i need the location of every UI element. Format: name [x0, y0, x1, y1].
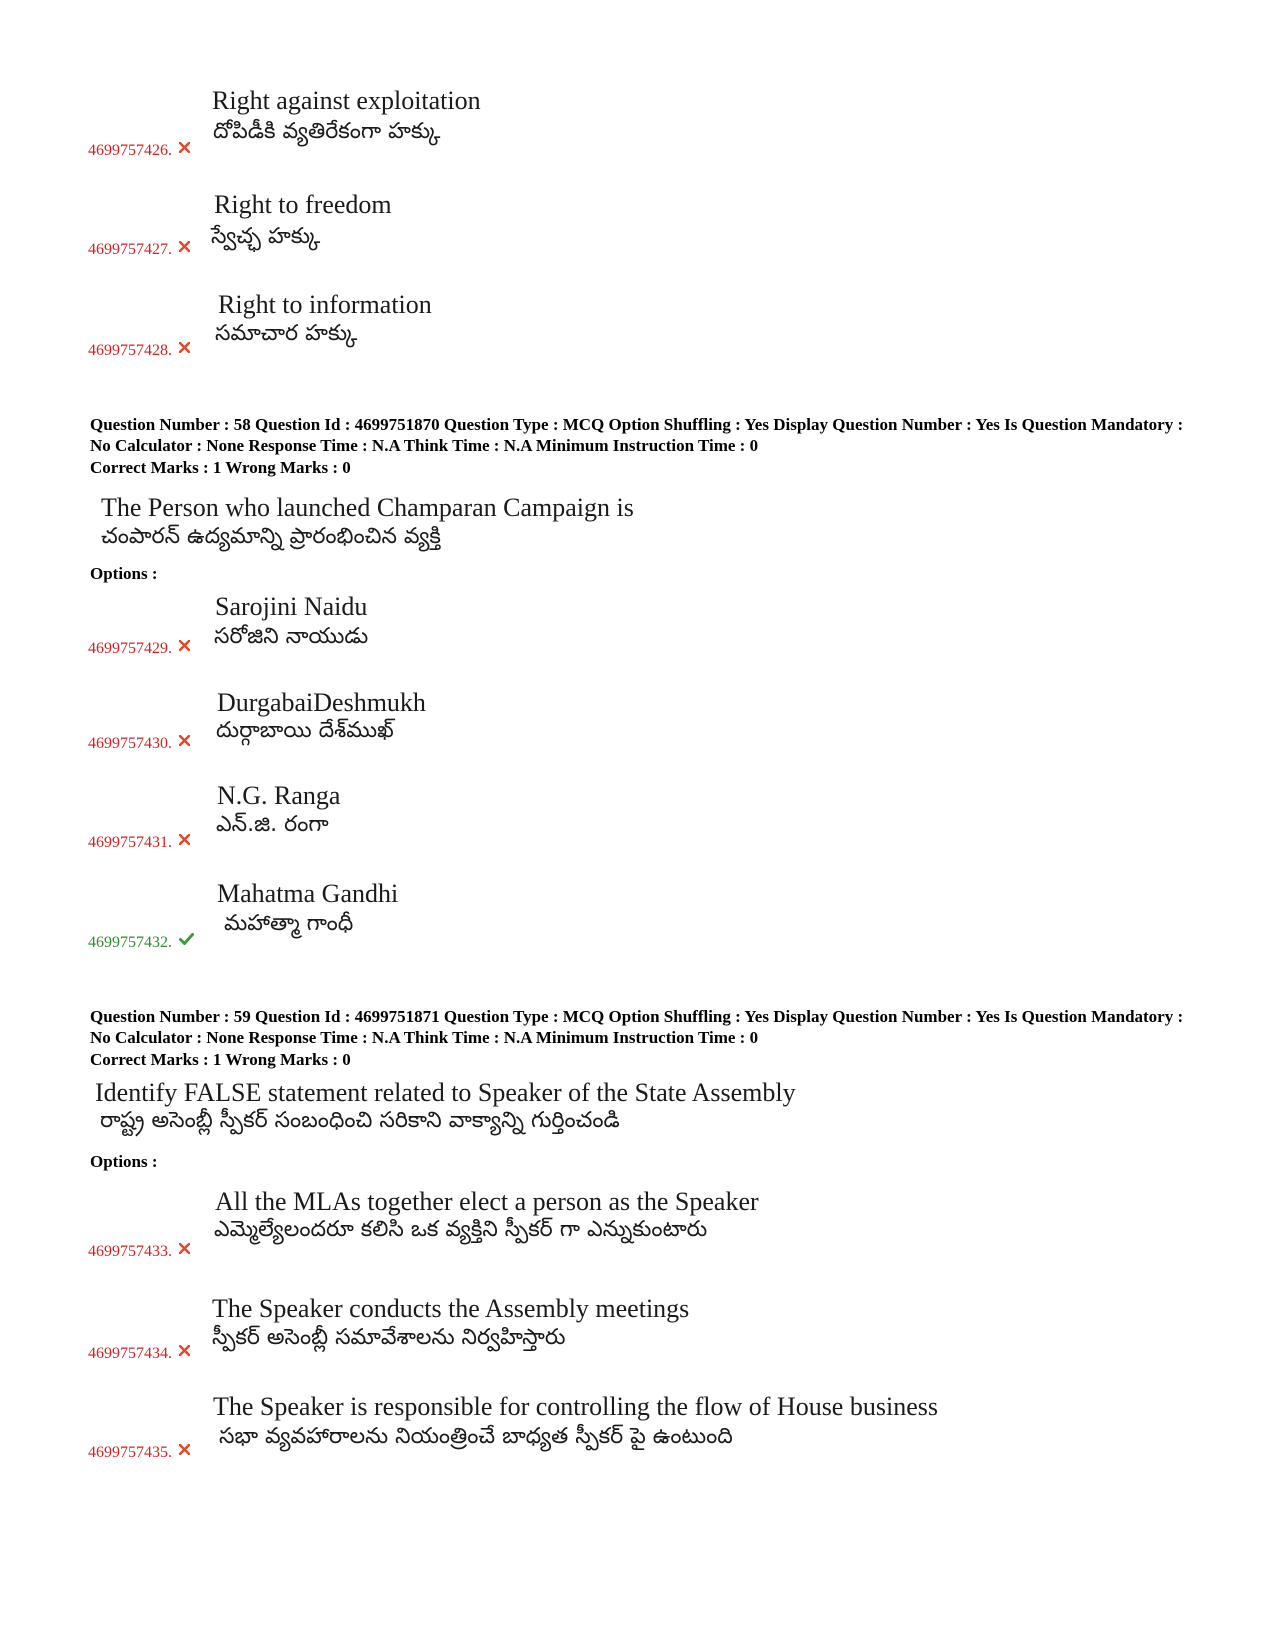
question-text-te: చంపారన్ ఉద్యమాన్ని ప్రారంభించిన వ్యక్తి	[101, 524, 441, 549]
option-id: 4699757427.	[88, 241, 172, 258]
option-id: 4699757430.	[88, 735, 172, 752]
option-text-en: Right to freedom	[214, 190, 392, 219]
question-meta: Question Number : 58 Question Id : 4699751870 Question Type : MCQ Option Shuffling : Yes Display Question Number : Yes Is Question Mandatory : No Calculator : None Response Time : N.A Think Time : N.A Minimum Instruction Time : 0	[90, 415, 1184, 455]
option-text-en: The Speaker conducts the Assembly meetings	[212, 1294, 690, 1323]
option-text-te: స్వేచ్ఛ హక్కు	[211, 224, 321, 249]
options-label: Options :	[90, 564, 158, 583]
options-label: Options :	[90, 1152, 158, 1171]
check-icon	[179, 932, 194, 950]
option-id-row	[88, 1241, 190, 1261]
option-text-en: The Speaker is responsible for controlling the flow of House business	[213, 1392, 938, 1421]
option-id: 4699757433.	[88, 1243, 172, 1260]
option-id-row	[88, 832, 190, 852]
cross-icon	[179, 1241, 190, 1259]
option-id-row	[88, 1343, 190, 1363]
option-text-en: DurgabaiDeshmukh	[217, 688, 426, 717]
option-id-row	[88, 140, 190, 160]
cross-icon	[179, 340, 190, 358]
question-meta: Question Number : 59 Question Id : 4699751871 Question Type : MCQ Option Shuffling : Yes Display Question Number : Yes Is Question Mandatory : No Calculator : None Response Time : N.A Think Time : N.A Minimum Instruction Time : 0	[90, 1007, 1184, 1047]
option-text-te: సభా వ్యవహారాలను నియంత్రించే బాధ్యత స్పీకర్ పై ఉంటుంది	[219, 1424, 733, 1449]
question-text-en: Identify FALSE statement related to Speaker of the State Assembly	[95, 1078, 796, 1107]
option-text-en: Right against exploitation	[212, 86, 481, 115]
option-id: 4699757432.	[88, 934, 172, 951]
cross-icon	[179, 1343, 190, 1361]
option-text-en: N.G. Ranga	[217, 781, 341, 810]
option-id-row	[88, 340, 190, 360]
option-id-row	[88, 1442, 190, 1462]
cross-icon	[179, 832, 190, 850]
cross-icon	[179, 140, 190, 158]
option-text-en: Sarojini Naidu	[215, 592, 368, 621]
option-id: 4699757435.	[88, 1444, 172, 1461]
option-id: 4699757426.	[88, 142, 172, 159]
option-text-en: All the MLAs together elect a person as the Speaker	[215, 1187, 759, 1216]
cross-icon	[179, 733, 190, 751]
option-text-en: Right to information	[218, 290, 432, 319]
option-id: 4699757429.	[88, 640, 172, 657]
cross-icon	[179, 638, 190, 656]
option-id-row	[88, 239, 190, 259]
cross-icon	[179, 239, 190, 257]
option-id: 4699757431.	[88, 834, 172, 851]
option-text-te: సమాచార హక్కు	[215, 321, 358, 346]
question-marks: Correct Marks : 1 Wrong Marks : 0	[90, 458, 351, 477]
option-id-row	[88, 932, 194, 952]
option-id-row	[88, 733, 190, 753]
option-text-te: స్పీకర్ అసెంబ్లీ సమావేశాలను నిర్వహిస్తారు	[212, 1325, 566, 1350]
option-text-te: మహాత్మా గాంధీ	[224, 911, 354, 936]
option-text-te: సరోజిని నాయుడు	[214, 624, 369, 649]
question-marks: Correct Marks : 1 Wrong Marks : 0	[90, 1050, 351, 1069]
option-text-te: దోపిడీకి వ్యతిరేకంగా హక్కు	[213, 119, 441, 144]
option-id-row	[88, 638, 190, 658]
option-id: 4699757428.	[88, 342, 172, 359]
option-text-te: ఎన్.జి. రంగా	[216, 812, 329, 837]
question-text-te: రాష్ట్ర అసెంబ్లీ స్పీకర్ సంబంధించి సరికాని వాక్యాన్ని గుర్తించండి	[100, 1108, 620, 1133]
option-id: 4699757434.	[88, 1345, 172, 1362]
option-text-te: ఎమ్మెల్యేలందరూ కలిసి ఒక వ్యక్తిని స్పీకర్ గా ఎన్నుకుంటారు	[214, 1217, 708, 1242]
cross-icon	[179, 1442, 190, 1460]
option-text-en: Mahatma Gandhi	[217, 879, 399, 908]
question-text-en: The Person who launched Champaran Campaign is	[101, 493, 634, 522]
option-text-te: దుర్గాబాయి దేశ్‌ముఖ్	[216, 718, 394, 743]
